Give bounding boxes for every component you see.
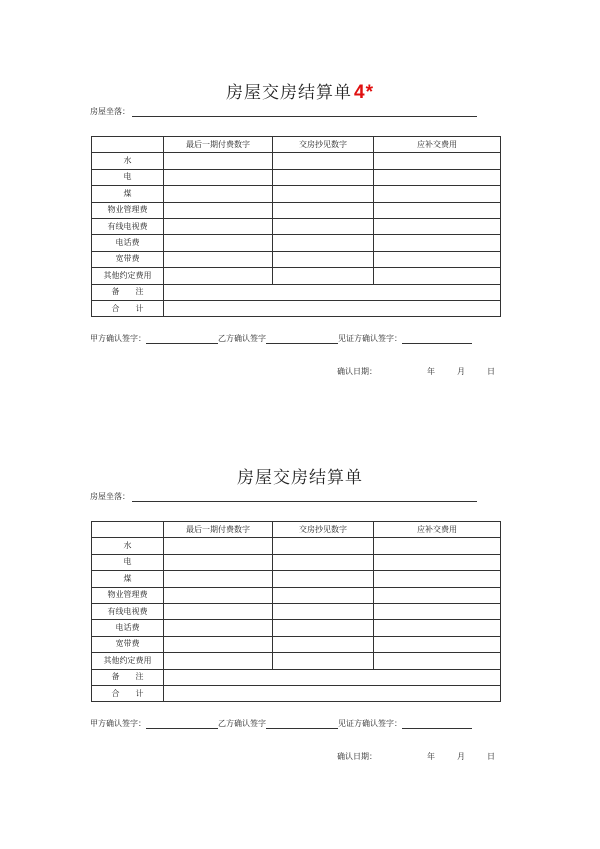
party-b-signature-field[interactable] bbox=[266, 334, 338, 344]
signature-row bbox=[90, 718, 500, 729]
table-cell[interactable] bbox=[164, 268, 273, 284]
address-label: 房屋坐落： bbox=[90, 492, 130, 501]
table-cell[interactable] bbox=[273, 571, 374, 587]
row-label: 有线电视费 bbox=[92, 603, 164, 619]
row-label: 煤 bbox=[92, 186, 164, 202]
row-label: 水 bbox=[92, 153, 164, 169]
total-label: 合 计 bbox=[92, 300, 164, 316]
row-label: 物业管理费 bbox=[92, 587, 164, 603]
party-a-label: 甲方确认签字： bbox=[90, 719, 146, 728]
table-cell[interactable] bbox=[374, 653, 501, 669]
table-header-row bbox=[92, 522, 501, 538]
settlement-form-1 bbox=[0, 0, 600, 380]
table-cell[interactable] bbox=[374, 202, 501, 218]
table-cell[interactable] bbox=[164, 620, 273, 636]
witness-label: 见证方确认签字： bbox=[338, 719, 402, 728]
row-label: 电话费 bbox=[92, 235, 164, 251]
table-cell[interactable] bbox=[273, 202, 374, 218]
table-cell[interactable] bbox=[164, 538, 273, 554]
table-row bbox=[92, 169, 501, 185]
table-header-row bbox=[92, 137, 501, 153]
confirm-date bbox=[337, 751, 495, 762]
party-b-signature-field[interactable] bbox=[266, 719, 338, 729]
table-cell[interactable] bbox=[273, 636, 374, 652]
table-cell[interactable] bbox=[273, 218, 374, 234]
remark-label: 备 注 bbox=[92, 669, 164, 685]
table-cell[interactable] bbox=[374, 571, 501, 587]
total-label: 合 计 bbox=[92, 685, 164, 701]
table-row bbox=[92, 636, 501, 652]
year-label: 年 bbox=[427, 752, 435, 761]
row-label: 煤 bbox=[92, 571, 164, 587]
fee-table bbox=[91, 521, 501, 702]
row-label: 电 bbox=[92, 169, 164, 185]
address-input[interactable] bbox=[132, 107, 477, 117]
table-cell[interactable] bbox=[374, 620, 501, 636]
table-cell[interactable] bbox=[374, 251, 501, 267]
address-input[interactable] bbox=[132, 492, 477, 502]
address-row bbox=[90, 491, 477, 502]
table-row bbox=[92, 571, 501, 587]
table-cell[interactable] bbox=[273, 620, 374, 636]
table-cell[interactable] bbox=[273, 153, 374, 169]
table-cell[interactable] bbox=[374, 587, 501, 603]
table-row bbox=[92, 218, 501, 234]
witness-label: 见证方确认签字： bbox=[338, 334, 402, 343]
address-label: 房屋坐落： bbox=[90, 107, 130, 116]
party-b-label: 乙方确认签字 bbox=[218, 334, 266, 343]
row-label: 宽带费 bbox=[92, 636, 164, 652]
table-row bbox=[92, 587, 501, 603]
date-label: 确认日期： bbox=[337, 367, 377, 376]
table-cell[interactable] bbox=[374, 554, 501, 570]
table-cell[interactable] bbox=[164, 554, 273, 570]
party-a-signature-field[interactable] bbox=[146, 719, 218, 729]
table-cell[interactable] bbox=[374, 153, 501, 169]
row-label: 宽带费 bbox=[92, 251, 164, 267]
table-row bbox=[92, 603, 501, 619]
table-cell[interactable] bbox=[273, 554, 374, 570]
row-label: 水 bbox=[92, 538, 164, 554]
table-row bbox=[92, 202, 501, 218]
remark-cell[interactable] bbox=[164, 669, 501, 685]
row-label: 物业管理费 bbox=[92, 202, 164, 218]
form-title: 房屋交房结算单 4* bbox=[226, 82, 374, 103]
total-row bbox=[92, 685, 501, 701]
row-label: 其他约定费用 bbox=[92, 653, 164, 669]
month-label: 月 bbox=[457, 752, 465, 761]
table-cell[interactable] bbox=[273, 653, 374, 669]
witness-signature-field[interactable] bbox=[402, 334, 472, 344]
row-label: 电 bbox=[92, 554, 164, 570]
month-label: 月 bbox=[457, 367, 465, 376]
table-cell[interactable] bbox=[374, 218, 501, 234]
table-cell[interactable] bbox=[374, 636, 501, 652]
table-cell[interactable] bbox=[273, 251, 374, 267]
table-row bbox=[92, 554, 501, 570]
row-label: 其他约定费用 bbox=[92, 268, 164, 284]
table-cell[interactable] bbox=[164, 169, 273, 185]
table-cell[interactable] bbox=[273, 186, 374, 202]
table-row bbox=[92, 268, 501, 284]
date-label: 确认日期： bbox=[337, 752, 377, 761]
row-label: 有线电视费 bbox=[92, 218, 164, 234]
table-cell[interactable] bbox=[273, 169, 374, 185]
party-a-signature-field[interactable] bbox=[146, 334, 218, 344]
table-cell[interactable] bbox=[164, 587, 273, 603]
column-header: 最后一期付费数字 bbox=[164, 137, 273, 153]
row-label: 电话费 bbox=[92, 620, 164, 636]
table-row bbox=[92, 538, 501, 554]
table-cell[interactable] bbox=[374, 538, 501, 554]
form-number-mark: 4* bbox=[354, 82, 374, 103]
day-label: 日 bbox=[487, 752, 495, 761]
remark-row bbox=[92, 669, 501, 685]
table-cell[interactable] bbox=[164, 153, 273, 169]
total-row bbox=[92, 300, 501, 316]
table-cell[interactable] bbox=[273, 603, 374, 619]
table-cell[interactable] bbox=[164, 186, 273, 202]
remark-label: 备 注 bbox=[92, 284, 164, 300]
header-corner bbox=[92, 522, 164, 538]
total-cell[interactable] bbox=[164, 300, 501, 316]
signature-row bbox=[90, 333, 500, 344]
address-row bbox=[90, 106, 477, 117]
year-label: 年 bbox=[427, 367, 435, 376]
column-header: 应补交费用 bbox=[374, 522, 501, 538]
column-header: 交房抄见数字 bbox=[273, 137, 374, 153]
total-cell[interactable] bbox=[164, 685, 501, 701]
table-cell[interactable] bbox=[164, 603, 273, 619]
table-cell[interactable] bbox=[273, 587, 374, 603]
settlement-form-2 bbox=[0, 385, 600, 765]
table-cell[interactable] bbox=[374, 603, 501, 619]
column-header: 交房抄见数字 bbox=[273, 522, 374, 538]
table-row bbox=[92, 186, 501, 202]
table-cell[interactable] bbox=[164, 202, 273, 218]
table-cell[interactable] bbox=[374, 169, 501, 185]
witness-signature-field[interactable] bbox=[402, 719, 472, 729]
table-cell[interactable] bbox=[273, 268, 374, 284]
day-label: 日 bbox=[487, 367, 495, 376]
remark-cell[interactable] bbox=[164, 284, 501, 300]
table-cell[interactable] bbox=[164, 636, 273, 652]
header-corner bbox=[92, 137, 164, 153]
party-b-label: 乙方确认签字 bbox=[218, 719, 266, 728]
column-header: 应补交费用 bbox=[374, 137, 501, 153]
confirm-date bbox=[337, 366, 495, 377]
table-cell[interactable] bbox=[374, 186, 501, 202]
table-cell[interactable] bbox=[164, 218, 273, 234]
table-cell[interactable] bbox=[273, 538, 374, 554]
table-cell[interactable] bbox=[374, 235, 501, 251]
table-cell[interactable] bbox=[164, 251, 273, 267]
table-row bbox=[92, 251, 501, 267]
party-a-label: 甲方确认签字： bbox=[90, 334, 146, 343]
form-title: 房屋交房结算单 bbox=[237, 468, 363, 488]
table-cell[interactable] bbox=[164, 235, 273, 251]
table-row bbox=[92, 153, 501, 169]
table-row bbox=[92, 620, 501, 636]
fee-table bbox=[91, 136, 501, 317]
table-cell[interactable] bbox=[273, 235, 374, 251]
remark-row bbox=[92, 284, 501, 300]
table-cell[interactable] bbox=[374, 268, 501, 284]
table-cell[interactable] bbox=[164, 653, 273, 669]
column-header: 最后一期付费数字 bbox=[164, 522, 273, 538]
table-row bbox=[92, 235, 501, 251]
table-cell[interactable] bbox=[164, 571, 273, 587]
table-row bbox=[92, 653, 501, 669]
